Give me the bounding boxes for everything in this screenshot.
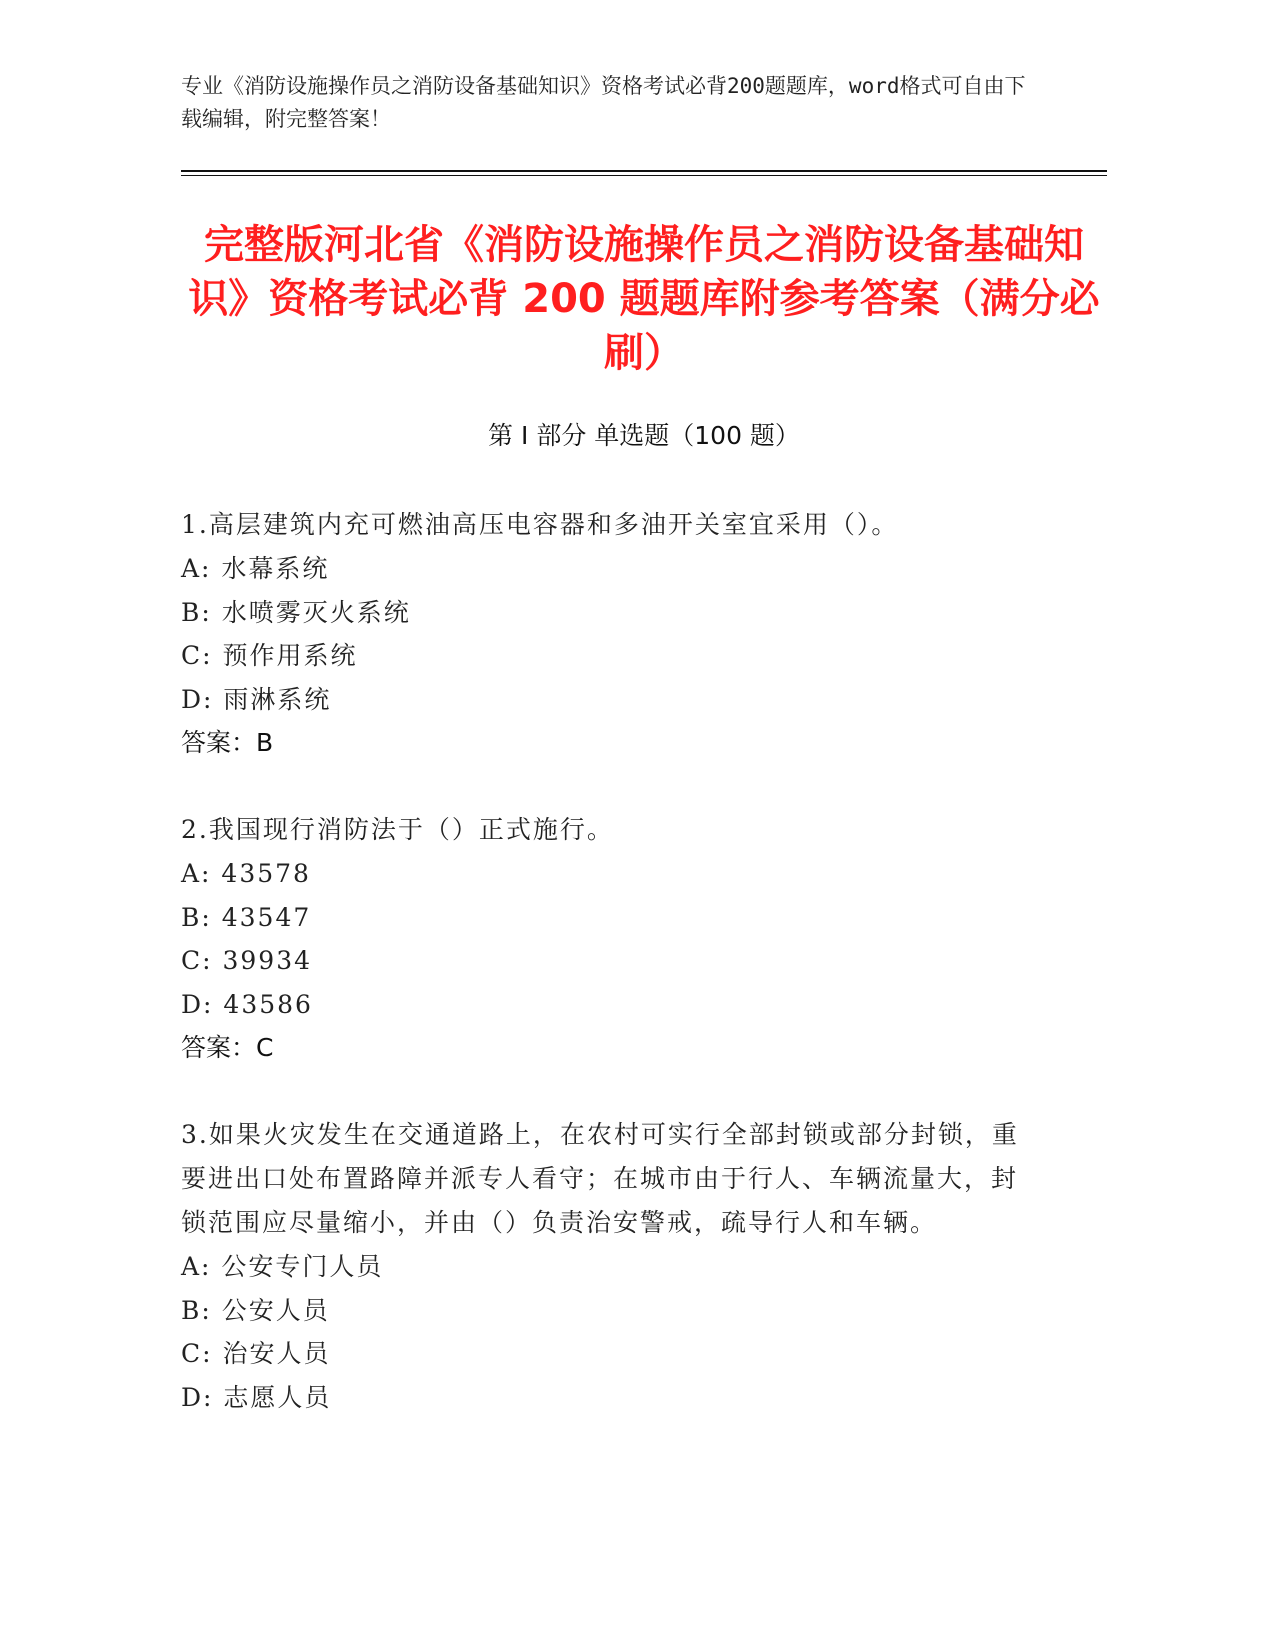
question-text: 3.如果火灾发生在交通道路上，在农村可实行全部封锁或部分封锁，重要进出口处布置路障并派专人看守；在城市由于行人、车辆流量大，封锁范围应尽量缩小，并由（）负责治安警戒，疏导行人和车辆。 <box>181 1120 1019 1237</box>
document-title: 完整版河北省《消防设施操作员之消防设备基础知识》资格考试必背 200 题题库附参考答案（满分必刷） <box>188 222 1100 376</box>
option-d: D: 雨淋系统 <box>181 684 332 714</box>
question-3 <box>181 1113 1021 1419</box>
question-2 <box>181 808 1021 1070</box>
section-title: 第 I 部分 单选题（100 题） <box>488 421 800 450</box>
header-divider-thin <box>181 175 1107 176</box>
option-b: B: 公安人员 <box>181 1295 330 1325</box>
option-a: A: 公安专门人员 <box>181 1252 384 1281</box>
question-1 <box>181 503 1021 765</box>
header-note: 专业《消防设施操作员之消防设备基础知识》资格考试必背200题题库，word格式可自由下载编辑，附完整答案！ <box>181 74 1026 131</box>
option-d: D: 志愿人员 <box>181 1382 332 1412</box>
answer: 答案：C <box>181 1033 274 1062</box>
option-b: B: 水喷雾灭火系统 <box>181 597 411 627</box>
option-c: C: 39934 <box>181 946 313 975</box>
option-a: A: 43578 <box>181 859 311 888</box>
option-a: A: 水幕系统 <box>181 554 330 583</box>
option-d: D: 43586 <box>181 989 313 1019</box>
question-text: 1.高层建筑内充可燃油高压电容器和多油开关室宜采用（）。 <box>181 510 899 539</box>
option-c: C: 预作用系统 <box>181 641 358 670</box>
answer: 答案：B <box>181 728 274 757</box>
option-c: C: 治安人员 <box>181 1339 331 1368</box>
header-divider <box>181 170 1107 172</box>
option-b: B: 43547 <box>181 902 312 932</box>
question-text: 2.我国现行消防法于（）正式施行。 <box>181 815 614 844</box>
